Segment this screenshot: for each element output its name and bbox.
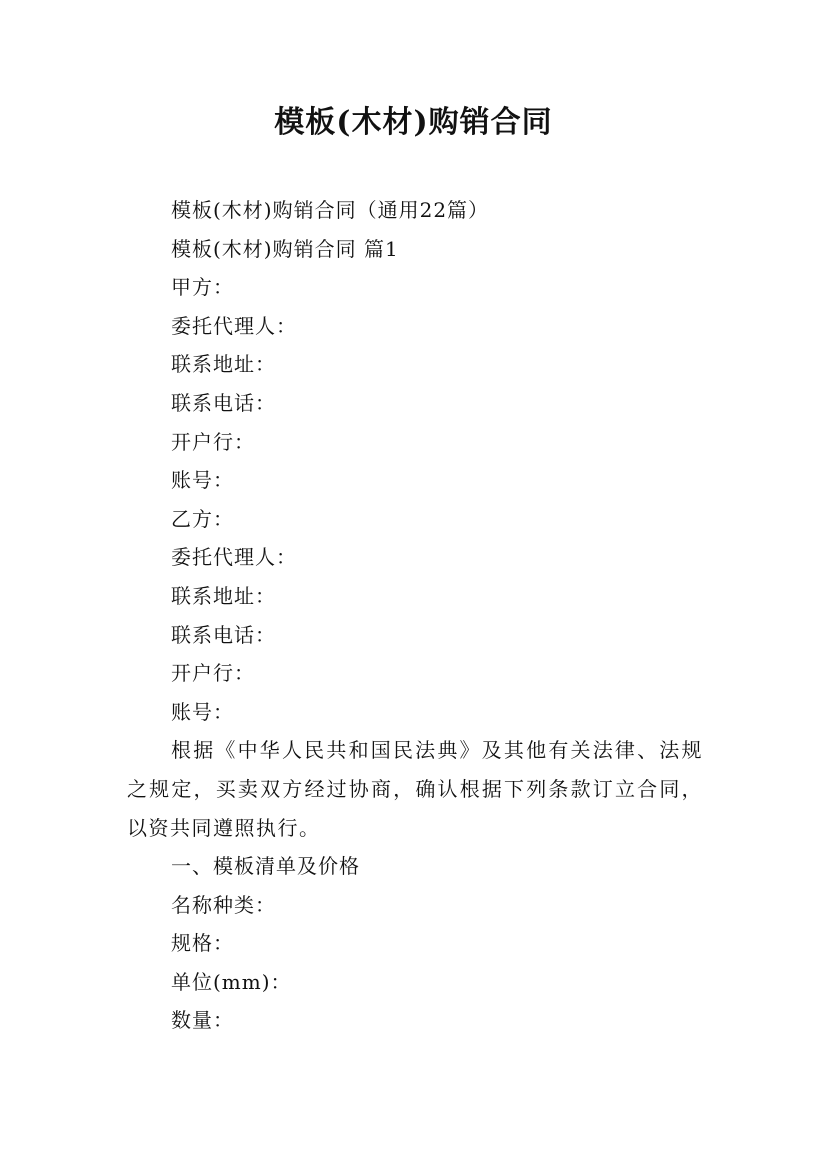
- party-a-phone-label: 联系电话：: [171, 390, 276, 415]
- item-name-type-label: 名称种类：: [171, 892, 276, 917]
- section-heading: 模板(木材)购销合同 篇1: [171, 236, 399, 261]
- contract-preamble-paragraph: 根据《中华人民共和国民法典》及其他有关法律、法规之规定，买卖双方经过协商，确认根据下列条款订立合同，以资共同遵照执行。: [127, 738, 703, 840]
- subtitle-line: 模板(木材)购销合同（通用22篇）: [171, 198, 490, 222]
- party-b-phone-label: 联系电话：: [171, 622, 276, 647]
- document-body: [127, 191, 703, 1040]
- document-title: 模板(木材)购销合同: [274, 105, 553, 140]
- party-a-bank-label: 开户行：: [171, 429, 255, 454]
- party-b-bank-label: 开户行：: [171, 661, 255, 686]
- item-quantity-label: 数量：: [171, 1008, 234, 1033]
- party-b-address-label: 联系地址：: [171, 583, 276, 608]
- item-unit-label: 单位(mm)：: [171, 969, 292, 994]
- party-b-account-label: 账号：: [171, 699, 234, 724]
- party-a-address-label: 联系地址：: [171, 352, 276, 377]
- party-a-label: 甲方：: [171, 275, 234, 300]
- party-b-label: 乙方：: [171, 506, 234, 531]
- item-spec-label: 规格：: [171, 931, 234, 956]
- party-a-account-label: 账号：: [171, 468, 234, 493]
- party-b-agent-label: 委托代理人：: [171, 545, 297, 570]
- clause-1-heading: 一、模板清单及价格: [171, 854, 360, 879]
- party-a-agent-label: 委托代理人：: [171, 313, 297, 338]
